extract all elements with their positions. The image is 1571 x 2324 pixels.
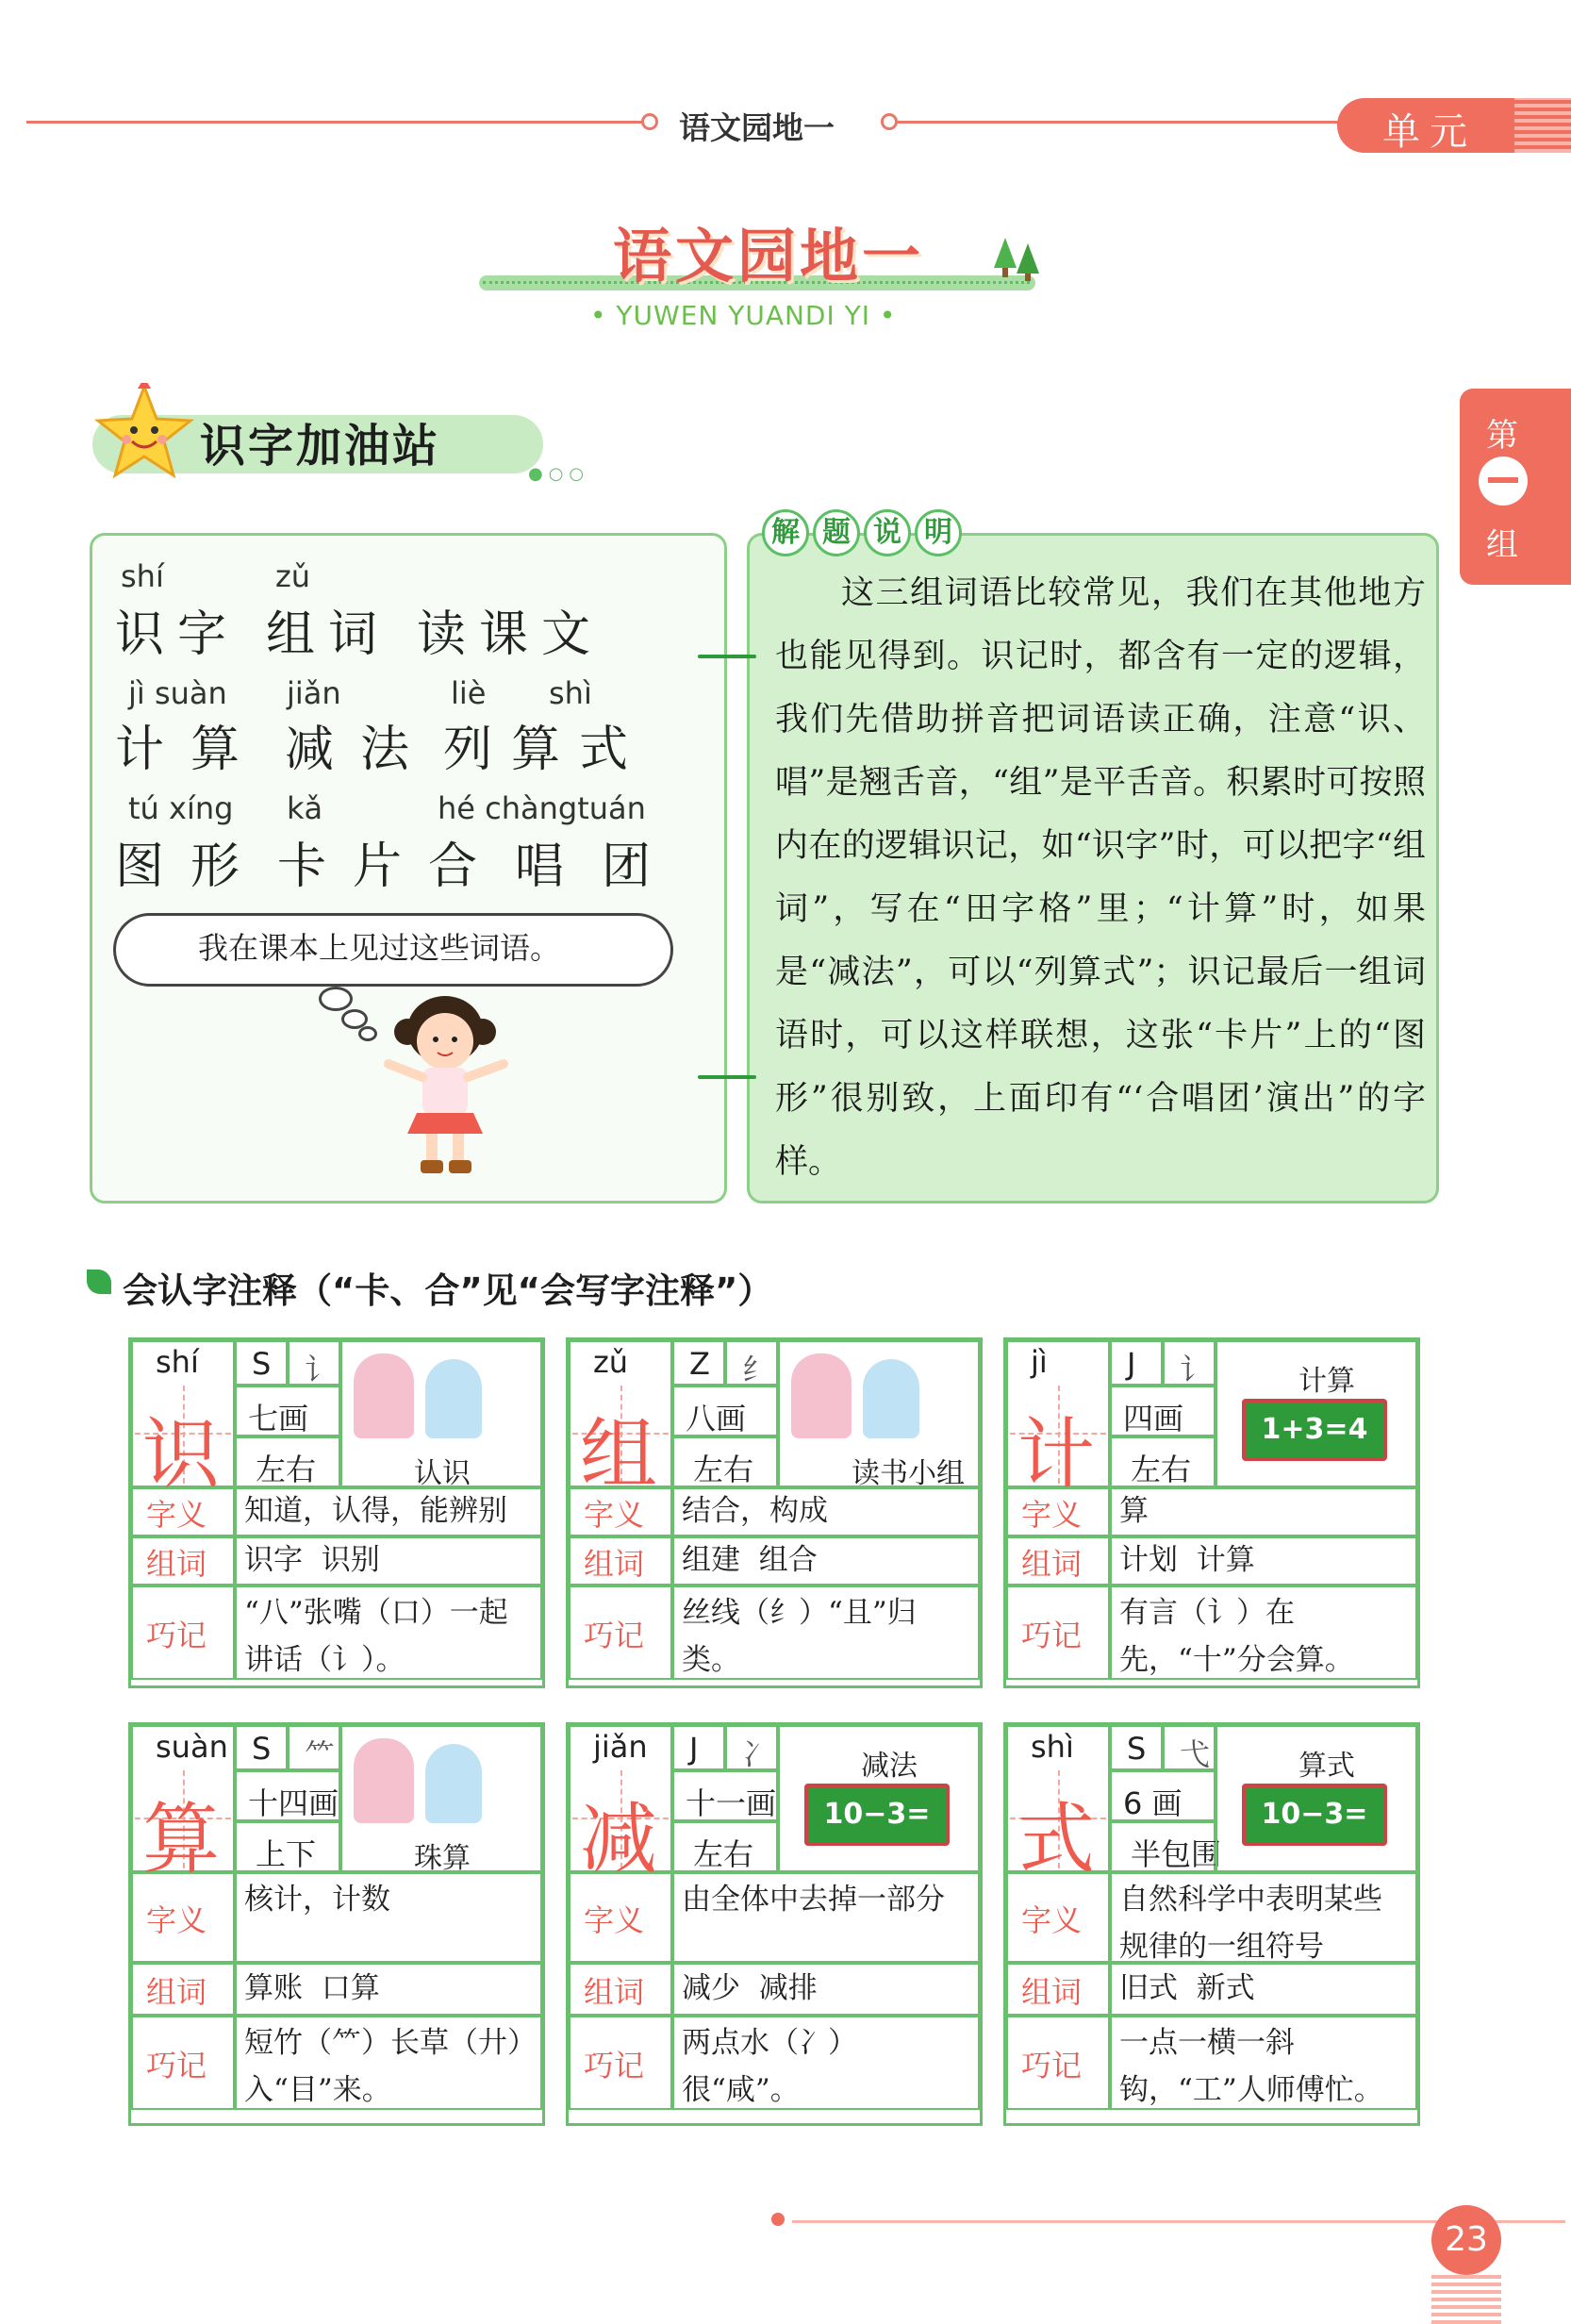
pinyin-shi: shí	[121, 558, 164, 594]
row-label-words: 组词	[584, 1546, 645, 1582]
card-strokes: 七画	[248, 1401, 309, 1436]
pinyin-hechangtuan: hé chàngtuán	[438, 790, 646, 826]
row-label-meaning: 字义	[1021, 1902, 1083, 1938]
illustration-figure	[354, 1353, 414, 1438]
picture-caption: 减法	[861, 1750, 918, 1783]
char-card	[566, 1722, 983, 2126]
row-value-meaning: 算	[1119, 1494, 1149, 1528]
word-zuci: 组词	[266, 606, 391, 663]
row-value-words: 识字 识别	[244, 1543, 380, 1577]
pinyin-jisuan: jì suàn	[128, 675, 227, 711]
header-rule-left	[26, 121, 649, 124]
pinyin-ka: kǎ	[287, 790, 323, 826]
row-label-words: 组词	[146, 1546, 207, 1582]
card-radical: ⺮	[305, 1736, 336, 1772]
row-label-meaning: 字义	[146, 1902, 207, 1938]
row-value-meaning: 核计，计数	[244, 1883, 390, 1917]
word-kapian: 卡片	[277, 838, 429, 895]
row-value-tip: 短竹（⺮）长草（廾）入“目”来。	[244, 2026, 522, 2107]
row-label-words: 组词	[584, 1974, 645, 2010]
card-initial: S	[252, 1346, 272, 1382]
card-initial: S	[1127, 1731, 1147, 1767]
thought-text: 我在课本上见过这些词语。	[198, 930, 561, 966]
row-label-tip: 巧记	[146, 2048, 207, 2083]
pinyin-shi2: shì	[549, 675, 592, 711]
heading-char-4: 明	[915, 509, 962, 556]
char-card	[128, 1722, 545, 2126]
card-initial: J	[1127, 1346, 1136, 1382]
row-label-tip: 巧记	[1021, 1618, 1083, 1653]
chalkboard-icon: 10−3=	[1242, 1784, 1387, 1846]
row-value-words: 旧式 新式	[1119, 1971, 1255, 2005]
leaf-icon	[87, 1270, 111, 1294]
unit-side-tab[interactable]	[1460, 389, 1571, 585]
section-dots: ●○○	[528, 464, 590, 484]
illustration-figure	[863, 1359, 919, 1438]
card-structure: 左右	[693, 1836, 754, 1872]
heading-char-2: 题	[813, 509, 860, 556]
card-char: 算	[142, 1795, 221, 1884]
card-char: 计	[1017, 1410, 1096, 1500]
row-label-meaning: 字义	[584, 1902, 645, 1938]
row-label-words: 组词	[146, 1974, 207, 2010]
pinyin-zu: zǔ	[275, 558, 311, 594]
side-tab-bottom: 组	[1486, 526, 1518, 564]
char-card	[128, 1337, 545, 1688]
char-card	[566, 1337, 983, 1688]
star-mascot-icon	[92, 383, 196, 481]
card-strokes: 十一画	[686, 1785, 777, 1821]
card-pinyin: zǔ	[593, 1344, 629, 1380]
card-initial: Z	[689, 1346, 710, 1382]
girl-illustration	[351, 990, 539, 1179]
card-pinyin: suàn	[156, 1729, 228, 1765]
section-title: 识字加油站	[200, 420, 441, 473]
chalkboard-icon: 10−3=	[804, 1784, 950, 1846]
illustration-figure	[791, 1353, 852, 1438]
picture-caption: 算式	[1298, 1750, 1355, 1783]
char-card	[1003, 1337, 1420, 1688]
word-tuxing: 图形	[115, 838, 267, 895]
pinyin-jian: jiǎn	[287, 675, 341, 711]
picture-caption: 计算	[1298, 1365, 1355, 1398]
card-pinyin: jì	[1031, 1344, 1048, 1380]
char-card	[1003, 1722, 1420, 2126]
cards-heading: 会认字注释（“卡、合”见“会写字注释”）	[123, 1270, 773, 1311]
row-label-tip: 巧记	[1021, 2048, 1083, 2083]
row-value-tip: “八”张嘴（口）一起讲话（讠）。	[244, 1596, 508, 1677]
picture-caption: 认识	[414, 1457, 471, 1490]
row-value-meaning: 自然科学中表明某些规律的一组符号	[1119, 1883, 1382, 1964]
row-value-words: 算账 口算	[244, 1971, 380, 2005]
side-tab-top: 第	[1486, 417, 1518, 455]
row-value-words: 计划 计算	[1119, 1543, 1255, 1577]
unit-label: 单元	[1382, 110, 1477, 154]
connector-top	[698, 655, 756, 658]
picture-caption: 珠算	[414, 1842, 471, 1875]
card-char: 减	[580, 1795, 658, 1884]
illustration-figure	[425, 1359, 482, 1438]
header-rule-right	[896, 121, 1339, 124]
unit-number-mark	[1488, 477, 1518, 483]
illustration-figure	[425, 1744, 482, 1823]
unit-tab	[1337, 98, 1571, 153]
word-jisuan: 计算	[115, 722, 267, 778]
running-title: 语文园地一	[679, 109, 835, 146]
word-jianfa: 减法	[285, 722, 437, 778]
title-pinyin: • YUWEN YUANDI YI •	[590, 300, 897, 331]
card-initial: S	[252, 1731, 272, 1767]
row-label-meaning: 字义	[584, 1497, 645, 1533]
row-label-tip: 巧记	[584, 2048, 645, 2083]
card-structure: 左右	[693, 1452, 754, 1487]
page-title: 语文园地一	[613, 222, 925, 290]
row-value-meaning: 知道，认得，能辨别	[244, 1494, 507, 1528]
card-strokes: 四画	[1123, 1401, 1184, 1436]
card-pinyin: shì	[1031, 1729, 1074, 1765]
explanation-heading	[762, 509, 962, 556]
row-label-words: 组词	[1021, 1546, 1083, 1582]
word-liesuanshi: 列算式	[443, 722, 648, 778]
initial-cell	[672, 1725, 725, 1770]
card-char: 组	[580, 1410, 658, 1500]
card-char: 式	[1017, 1795, 1096, 1884]
row-label-meaning: 字义	[1021, 1497, 1083, 1533]
row-label-words: 组词	[1021, 1974, 1083, 2010]
row-value-meaning: 由全体中去掉一部分	[682, 1883, 945, 1917]
card-structure: 上下	[256, 1836, 317, 1872]
row-value-tip: 有言（讠）在先，“十”分会算。	[1119, 1596, 1354, 1677]
heading-char-1: 解	[762, 509, 809, 556]
card-char: 识	[142, 1410, 221, 1500]
row-value-tip: 丝线（纟）“且”归类。	[682, 1596, 917, 1677]
row-value-tip: 一点一横一斜钩，“工”人师傅忙。	[1119, 2026, 1383, 2107]
word-dukewen: 读课文	[417, 606, 604, 663]
pinyin-tuxing: tú xíng	[128, 790, 234, 826]
row-value-words: 减少 减排	[682, 1971, 818, 2005]
side-tab-number	[1479, 456, 1528, 506]
card-strokes: 八画	[686, 1401, 747, 1436]
card-strokes: 十四画	[248, 1785, 339, 1821]
thought-bubble-1	[319, 987, 353, 1011]
connector-bottom	[698, 1075, 756, 1079]
card-initial: J	[689, 1731, 699, 1767]
word-hechangtuan: 合唱团	[428, 838, 689, 895]
word-shizi: 识字	[115, 606, 240, 663]
card-structure: 左右	[1131, 1452, 1192, 1487]
card-pinyin: shí	[156, 1344, 199, 1380]
row-value-tip: 两点水（冫）很“咸”。	[682, 2026, 857, 2107]
card-radical: 讠	[1180, 1352, 1211, 1387]
card-strokes: 6 画	[1123, 1785, 1182, 1821]
card-radical: 弋	[1180, 1736, 1211, 1772]
pinyin-lie: liè	[451, 675, 487, 711]
card-structure: 半包围	[1131, 1836, 1222, 1872]
card-radical: 讠	[305, 1352, 336, 1387]
heading-char-3: 说	[864, 509, 911, 556]
page-number: 23	[1431, 2205, 1501, 2275]
picture-caption: 读书小组	[852, 1457, 965, 1490]
explanation-text: 这三组词语比较常见，我们在其他地方也能见得到。识记时，都含有一定的逻辑，我们先借助拼音把词语读正确，注意“识、唱”是翘舌音，“组”是平舌音。积累时可按照内在的逻辑识记，如“识字”时，可以把字“组词”，写在“田字格”里；“计算”时，如果是“减法”，可以“列算式”；识记最后一组词语时，可以这样联想，这张“卡片”上的“图形”很别致，上面印有“‘合唱团’演出”的字样。	[775, 574, 1426, 1181]
initial-cell	[1110, 1340, 1163, 1386]
row-label-tip: 巧记	[584, 1618, 645, 1653]
card-structure: 左右	[256, 1452, 317, 1487]
tree-icon	[992, 236, 1043, 283]
row-label-meaning: 字义	[146, 1497, 207, 1533]
card-radical: 冫	[742, 1736, 773, 1772]
chalkboard-icon: 1+3=4	[1242, 1399, 1387, 1461]
card-radical: 纟	[742, 1352, 773, 1387]
header-dot-left	[641, 113, 658, 130]
unit-tab-stripes	[1514, 98, 1571, 153]
card-pinyin: jiǎn	[593, 1729, 648, 1765]
row-value-words: 组建 组合	[682, 1543, 818, 1577]
footer-dot	[771, 2213, 785, 2226]
row-label-tip: 巧记	[146, 1618, 207, 1653]
illustration-figure	[354, 1738, 414, 1823]
row-value-meaning: 结合，构成	[682, 1494, 828, 1528]
footer-stripes	[1431, 2275, 1501, 2324]
